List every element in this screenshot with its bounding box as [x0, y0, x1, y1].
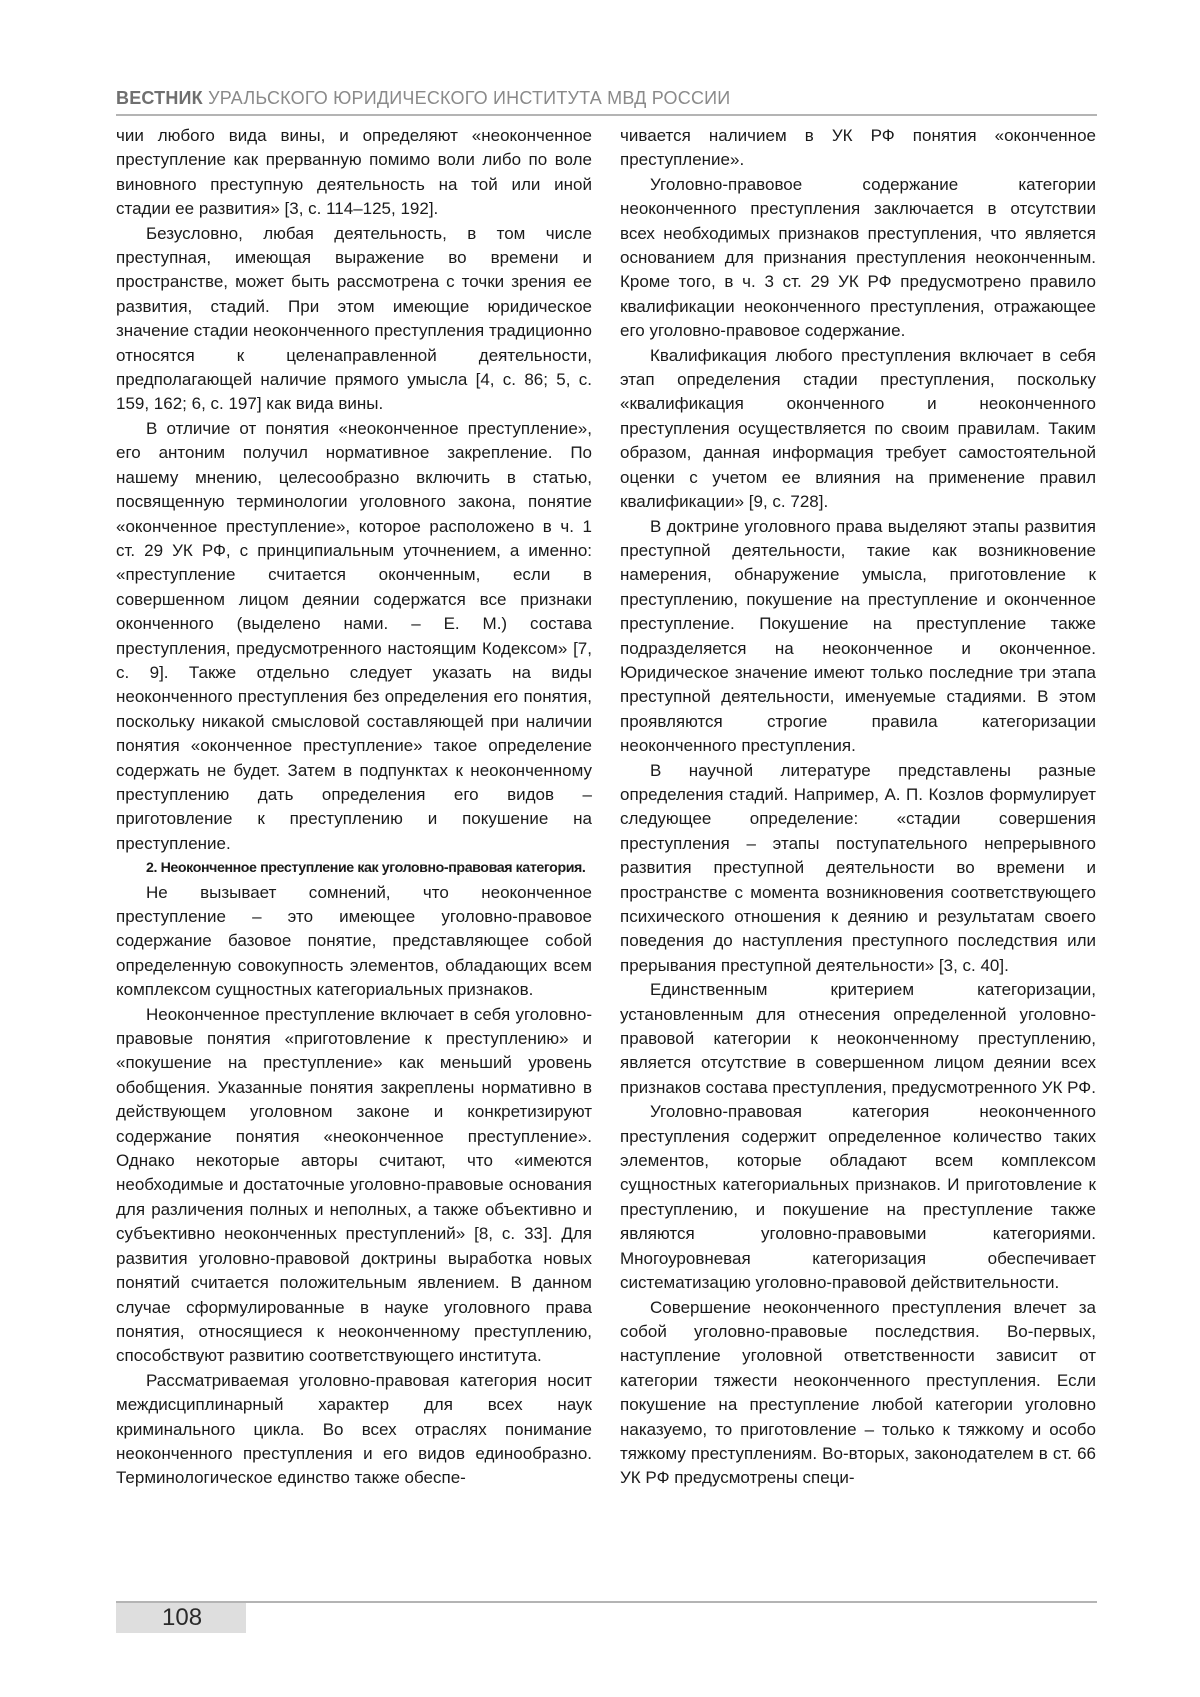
- right-column: [620, 124, 1096, 1491]
- left-column: [116, 124, 592, 1491]
- header-divider: [116, 114, 1097, 116]
- paragraph: Неоконченное преступление включает в себя уголовно-правовые понятия «приготовление к преступлению» и «покушение на преступление» как меньший уровень обобщения. Указанные понятия закреплены нормативно в действующем уголовном законе и конкретизируют содержание понятия «неоконченное преступление». Однако некоторые авторы считают, что «имеются необходимые и достаточные уголовно-правовые основания для различения полных и неполных, а также объективно и субъективно неоконченных преступлений» [8, с. 33]. Для развития уголовно-правовой доктрины выработка новых понятий считается положительным явлением. В данном случае сформулированные в науке уголовного права понятия, относящиеся к неоконченному преступлению, способствуют развитию соответствующего института.: [116, 1004, 592, 1366]
- paragraph: Безусловно, любая деятельность, в том числе преступная, имеющая выражение во времени и пространстве, может быть рассмотрена с точки зрения ее развития, стадий. При этом имеющие юридическое значение стадии неоконченного преступления традиционно относятся к целенаправленной деятельности, предполагающей наличие прямого умысла [4, с. 86; 5, с. 159, 162; 6, с. 197] как вида вины.: [116, 223, 592, 414]
- footer-divider: [116, 1601, 1097, 1603]
- paragraph: Единственным критерием категоризации, установленным для отнесения определенной уголовно-правовой категории к неоконченному преступлению, является отсутствие в совершенном лицом деянии всех признаков состава преступления, предусмотренного УК РФ.: [620, 980, 1096, 1097]
- paragraph: Уголовно-правовая категория неоконченного преступления содержит определенное количество таких элементов, которые обладают всем комплексом сущностных категориальных признаков. И приготовление к преступлению, и покушение на преступление также являются уголовно-правовыми категориями. Многоуровневая категоризация обеспечивает систематизацию уголовно-правовой действительности.: [620, 1102, 1096, 1293]
- page-number: 108: [162, 1604, 203, 1631]
- section-heading: 2. Неоконченное преступление как уголовно-правовая категория.: [146, 860, 586, 877]
- paragraph: Уголовно-правовое содержание категории неоконченного преступления заключается в отсутствии всех необходимых признаков преступления, что является основанием для признания преступления неоконченным. Кроме того, в ч. 3 ст. 29 УК РФ предусмотрено правило квалификации неоконченного преступления, отражающее его уголовно-правовое содержание.: [620, 174, 1096, 341]
- journal-title-rest: УРАЛЬСКОГО ЮРИДИЧЕСКОГО ИНСТИТУТА МВД РОССИИ: [202, 88, 731, 108]
- paragraph: Совершение неоконченного преступления влечет за собой уголовно-правовые последствия. Во-первых, наступление уголовной ответственности зависит от категории тяжести неоконченного преступления. Если покушение на преступление любой категории уголовно наказуемо, то приготовление – только к тяжкому и особо тяжкому преступлениям. Во-вторых, законодателем в ст. 66 УК РФ предусмотрены специ-: [620, 1297, 1096, 1488]
- paragraph: Не вызывает сомнений, что неоконченное преступление – это имеющее уголовно-правовое содержание базовое понятие, представляющее собой определенную совокупность элементов, обладающих всем комплексом сущностных категориальных признаков.: [116, 882, 592, 1000]
- paragraph: В отличие от понятия «неоконченное преступление», его антоним получил нормативное закрепление. По нашему мнению, целесообразно включить в статью, посвященную терминологии уголовного закона, понятие «оконченное преступление», которое расположено в ч. 1 ст. 29 УК РФ, с принципиальным уточнением, а именно: «преступление считается оконченным, если в совершенном лицом деянии содержатся все признаки оконченного (выделено нами. – Е. М.) состава преступления, предусмотренного настоящим Кодексом» [7, с. 9]. Также отдельно следует указать на виды неоконченного преступления без определения его понятия, поскольку никакой смысловой составляющей при наличии понятия «оконченное преступление» такое определение содержать не будет. Затем в подпунктах к неоконченному преступлению дать определения его видов – приготовление к преступлению и покушение на преступление.: [116, 418, 592, 853]
- paragraph: В научной литературе представлены разные определения стадий. Например, А. П. Козлов формулирует следующее определение: «стадии совершения преступления – этапы поступательного непрерывного развития преступной деятельности во времени и пространстве с момента возникновения соответствующего психического отношения к деянию и результатам своего поведения до наступления преступного последствия или прерывания преступной деятельности» [3, с. 40].: [620, 760, 1096, 975]
- paragraph: чивается наличием в УК РФ понятия «оконченное преступление».: [620, 126, 1096, 170]
- paragraph: В доктрине уголовного права выделяют этапы развития преступной деятельности, такие как возникновение намерения, обнаружение умысла, приготовление к преступлению, покушение на преступление и оконченное преступление. Покушение на преступление также подразделяется на неоконченное и оконченное. Юридическое значение имеют только последние три этапа преступной деятельности, именуемые стадиями. В этом проявляются строгие правила категоризации неоконченного преступления.: [620, 516, 1096, 756]
- paragraph: Квалификация любого преступления включает в себя этап определения стадии преступления, поскольку «квалификация оконченного и неоконченного преступления осуществляется по своим правилам. Таким образом, данная информация требует самостоятельной оценки с учетом ее влияния на применение правил квалификации» [9, с. 728].: [620, 345, 1096, 512]
- journal-header: [116, 88, 1096, 109]
- paragraph: чии любого вида вины, и определяют «неоконченное преступление как прерванную помимо воли либо по воле виновного преступную деятельность на той или иной стадии ее развития» [3, с. 114–125, 192].: [116, 126, 592, 219]
- journal-title-bold: ВЕСТНИК: [116, 88, 203, 108]
- paragraph: Рассматриваемая уголовно-правовая категория носит междисциплинарный характер для всех наук криминального цикла. Во всех отраслях понимание неоконченного преступления и его видов единообразно. Терминологическое единство также обеспе-: [116, 1370, 592, 1488]
